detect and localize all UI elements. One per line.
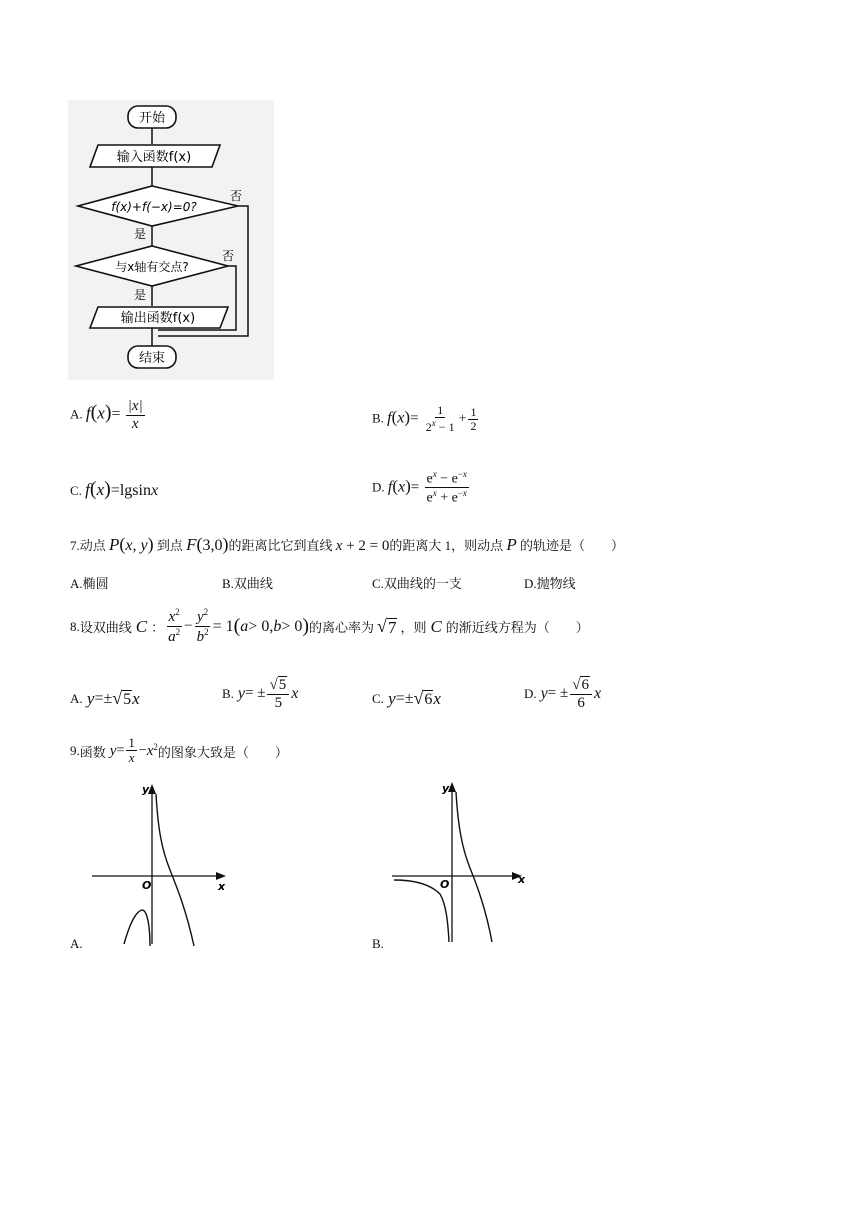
option-label: C.	[70, 483, 82, 498]
q7-stem: 7.动点 P(x, y) 到点 F(3,0)的距离比它到直线 x + 2 = 0的距离大 1，则动点 P 的轨迹是（ ）	[70, 534, 625, 554]
q7-option-c[interactable]: C.双曲线的一支	[372, 576, 462, 591]
flow-yes-2: 是	[134, 288, 147, 302]
q9-option-b-label[interactable]: B.	[372, 936, 384, 951]
option-label: A.	[70, 406, 83, 422]
flow-yes-1: 是	[134, 227, 147, 241]
q6-option-c[interactable]: C. f(x)=lgsinx	[70, 478, 159, 500]
c-expr: lgsin	[119, 482, 151, 499]
flow-end-label: 结束	[138, 351, 166, 366]
flow-no-1: 否	[230, 189, 243, 203]
option-label: D.	[372, 479, 385, 495]
svg-text:x: x	[518, 873, 526, 886]
svg-text:O: O	[142, 879, 152, 892]
option-label: B.	[372, 410, 384, 426]
q8-option-a[interactable]: A. y =± √ 5 x	[70, 688, 140, 709]
q8-option-d[interactable]: D. y = ± √ 6 6 x	[524, 677, 602, 711]
q7-option-a[interactable]: A.椭圆	[70, 576, 109, 591]
svg-text:O: O	[440, 878, 450, 891]
q9-graph-b[interactable]	[390, 776, 530, 946]
q6-option-b[interactable]: B. f(x)= $\frac{1}{2^x - 1}$ + $\frac{1}{2}$	[372, 403, 477, 435]
flow-output-label: 输出函数f(x)	[120, 311, 196, 326]
flow-cond2-label: 与x轴有交点?	[115, 260, 189, 274]
q9-stem: 9. 函数 y = $\frac{1}{x}$ − x $^2$ 的图象大致是（ ）	[70, 735, 288, 766]
q8-option-b[interactable]: B. y = ± √ 5 5 x	[222, 677, 299, 711]
q7-option-b[interactable]: B.双曲线	[222, 576, 273, 591]
flowchart	[68, 100, 274, 380]
flow-input-label: 输入函数f(x)	[116, 150, 192, 165]
graph-b-plot	[390, 776, 530, 946]
q8-stem: 8. 设双曲线 C ： $\frac{x^2}{a^2}$ − $\frac{y^2}{b^2}$ = 1 ( a > 0, b > 0 ) 的离心率为 √ 7 ，则 C 的渐近线方程为（ ）	[70, 607, 589, 645]
q9-option-a-label[interactable]: A.	[70, 936, 83, 951]
flow-cond1-label: f(x)+f(−x)=0?	[111, 200, 197, 214]
q6-option-d[interactable]: D. f(x)= $\frac{e^x - e^{-x}}{e^x + e^{-x}}$	[372, 469, 467, 506]
q6-option-a[interactable]: A. f(x)= $\frac{|x|}{x}$	[70, 398, 143, 432]
q9-graph-a[interactable]	[90, 780, 230, 948]
flow-no-2: 否	[222, 249, 235, 263]
graph-a-plot	[90, 780, 230, 948]
flowchart-diagram	[68, 100, 274, 380]
svg-text:y: y	[142, 783, 150, 796]
q7-option-d[interactable]: D.抛物线	[524, 576, 576, 591]
svg-text:y: y	[442, 782, 450, 795]
flow-start-label: 开始	[138, 111, 166, 126]
svg-text:x: x	[218, 880, 226, 893]
q8-option-c[interactable]: C. y =± √ 6 x	[372, 688, 441, 709]
